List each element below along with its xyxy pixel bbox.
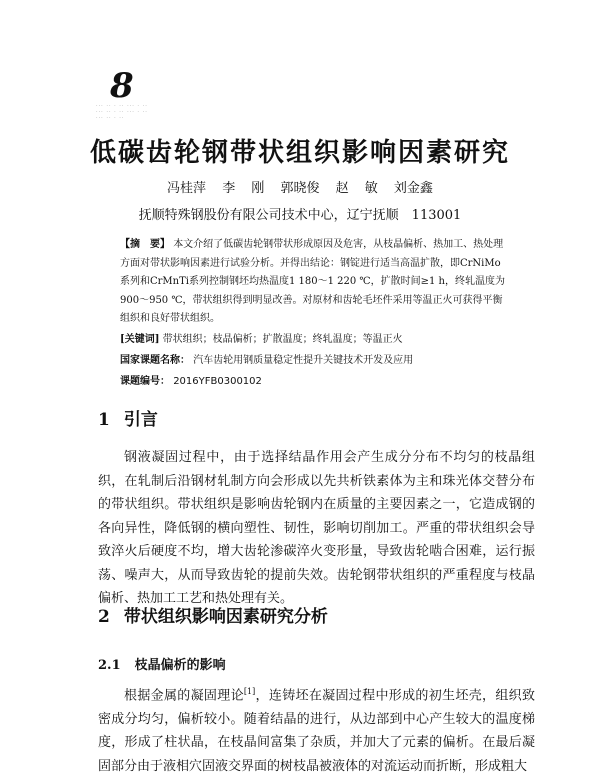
- page-number: 8: [110, 66, 134, 106]
- dendrite-segregation-paragraph: [98, 680, 535, 778]
- keywords: [120, 330, 540, 345]
- keywords-text: 带状组织；枝晶偏析；扩散温度；终轧温度；等温正火: [162, 334, 403, 345]
- section-number: 1: [98, 410, 110, 430]
- project-code: [120, 372, 540, 387]
- author: 赵 敏: [335, 181, 378, 196]
- keywords-label: [关键词]: [120, 334, 160, 345]
- author: 冯桂萍: [167, 181, 207, 196]
- paragraph-text: ，连铸坯在凝固过程中形成的初生坯壳，组织致密成分均匀，偏析较小。随着结晶的进行，从边部到中心产生较大的温度梯度，形成了柱状晶，在枝晶间富集了杂质，并加大了元素的偏析。在最后凝固部分由于液相穴固液交界面的树枝晶被液体的对流运动而折断，形成粗大: [98, 688, 535, 774]
- introduction-paragraph: 钢液凝固过程中，由于选择结晶作用会产生成分分布不均匀的枝晶组织，在轧制后沿钢材轧制方向会形成以先共析铁素体为主和珠光体交替分布的带状组织。带状组织是影响齿轮钢内在质量的主要因素之一，它造成钢的各向异性，降低钢的横向塑性、韧性，影响切削加工。严重的带状组织会导致淬火后硬度不均，增大齿轮渗碳淬火变形量，导致齿轮啮合困难，运行振荡、噪声大，从而导致齿轮的提前失效。齿轮钢带状组织的严重程度与枝晶偏析、热加工工艺和热处理有关。: [98, 450, 535, 606]
- fund-text: 汽车齿轮用钢质量稳定性提升关键技术开发及应用: [193, 355, 414, 366]
- section-title: 引言: [123, 410, 158, 430]
- abstract-text: 本文介绍了低碳齿轮钢带状形成原因及危害，从枝晶偏析、热加工、热处理方面对带状影响因素进行试验分析。并得出结论：钢锭进行适当高温扩散，即CrNiMo系列和CrMnTi系列控制钢坯均热温度1 180～1 220 ℃，扩散时间≥1 h，终轧温度为900～950 ℃，带状组织得到明显改善。对原材和齿轮毛坯件采用等温正火可获得平衡组织和良好带状组织。: [120, 239, 505, 324]
- fund-label: 国家课题名称：: [120, 355, 190, 366]
- paragraph-text: 根据金属的凝固理论: [124, 688, 244, 704]
- subsection-heading-2-1: [98, 654, 226, 673]
- subsection-title: 枝晶偏析的影响: [134, 658, 226, 673]
- fund-project: [120, 351, 540, 366]
- author: 郭晓俊: [280, 181, 320, 196]
- section-title: 带状组织影响因素研究分析: [123, 607, 328, 627]
- author: 李 刚: [222, 181, 265, 196]
- code-text: 2016YFB0300102: [173, 376, 262, 387]
- page-number-decoration: ··· ·· · ·· ··· · ·· ··· ·· · ·· ··· · ·· ··· ·· · ··: [96, 103, 148, 121]
- section-number: 2: [98, 607, 110, 627]
- author-list: [0, 177, 600, 196]
- paper-title: 低碳齿轮钢带状组织影响因素研究: [89, 138, 510, 168]
- abstract-label: 【摘 要】: [120, 239, 170, 250]
- abstract: [120, 236, 508, 329]
- affiliation: 抚顺特殊钢股份有限公司技术中心，辽宁抚顺 113001: [138, 208, 462, 223]
- code-label: 课题编号：: [120, 376, 170, 387]
- section-heading-2: [98, 602, 328, 627]
- citation: [1]: [243, 687, 256, 696]
- section-heading-1: [98, 405, 158, 430]
- subsection-number: 2.1: [98, 658, 121, 673]
- author: 刘金鑫: [393, 181, 433, 196]
